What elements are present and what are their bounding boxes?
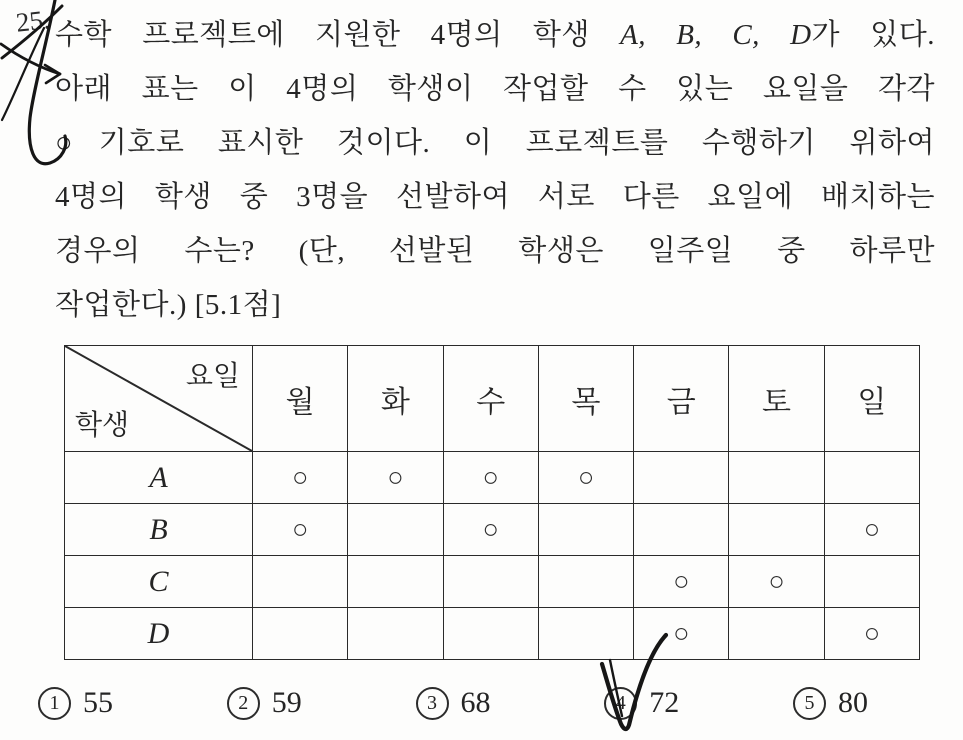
day-header-thu: 목: [538, 346, 633, 452]
mark-cell: [253, 556, 348, 608]
mark-cell: [348, 504, 443, 556]
table-row-student-c: [65, 556, 920, 608]
mark-cell: ○: [443, 504, 538, 556]
choice-2-circled-number: 2: [227, 687, 260, 720]
choice-5: [793, 686, 868, 720]
mark-cell: ○: [824, 608, 919, 660]
mark-cell: [348, 608, 443, 660]
availability-table: [64, 345, 920, 660]
student-names-variables: A, B, C, D: [620, 19, 812, 51]
question-line-2: 아래 표는 이 4명의 학생이 작업할 수 있는 요일을 각각: [55, 73, 935, 105]
question-line-6: 작업한다.) [5.1점]: [55, 289, 282, 321]
mark-cell: [253, 608, 348, 660]
mark-cell: [348, 556, 443, 608]
choice-5-circled-number: 5: [793, 687, 826, 720]
table-corner-cell: [65, 346, 253, 452]
mark-cell: [729, 504, 824, 556]
table-row-student-b: [65, 504, 920, 556]
choice-1: [38, 686, 113, 720]
student-label: D: [65, 608, 253, 660]
choice-5-value: 80: [838, 686, 868, 719]
mark-cell: [538, 504, 633, 556]
table-header-row: [65, 346, 920, 452]
mark-cell: ○: [634, 608, 729, 660]
day-header-fri: 금: [634, 346, 729, 452]
day-header-sun: 일: [824, 346, 919, 452]
choice-4-value: 72: [649, 686, 680, 719]
mark-cell: [634, 452, 729, 504]
day-header-mon: 월: [253, 346, 348, 452]
question-text-block: [55, 8, 935, 332]
mark-cell: ○: [348, 452, 443, 504]
table-row-student-a: [65, 452, 920, 504]
choice-1-circled-number: 1: [38, 687, 71, 720]
mark-cell: ○: [253, 452, 348, 504]
mark-cell: [729, 452, 824, 504]
line1-prefix: 수학 프로젝트에 지원한 4명의 학생: [55, 19, 590, 51]
mark-cell: [824, 452, 919, 504]
question-line-3: ○기호로 표시한 것이다. 이 프로젝트를 수행하기 위하여: [55, 127, 935, 159]
day-header-sat: 토: [729, 346, 824, 452]
student-label: C: [65, 556, 253, 608]
choice-2: [227, 686, 302, 720]
choice-4-circled-number: 4: [604, 687, 637, 720]
corner-label-day: 요일: [185, 361, 240, 392]
student-label: B: [65, 504, 253, 556]
student-label: A: [65, 452, 253, 504]
day-header-wed: 수: [443, 346, 538, 452]
mark-cell: ○: [443, 452, 538, 504]
line1-suffix: 가 있다.: [811, 19, 936, 51]
choice-3: [416, 686, 491, 720]
choice-2-value: 59: [271, 686, 302, 719]
mark-cell: [634, 504, 729, 556]
mark-cell: [443, 608, 538, 660]
mark-cell: ○: [253, 504, 348, 556]
mark-cell: [729, 608, 824, 660]
mark-cell: ○: [824, 504, 919, 556]
mark-cell: ○: [729, 556, 824, 608]
mark-cell: ○: [538, 452, 633, 504]
day-header-tue: 화: [348, 346, 443, 452]
question-line-1: [55, 8, 935, 62]
mark-cell: ○: [634, 556, 729, 608]
table-row-student-d: [65, 608, 920, 660]
mark-cell: [538, 556, 633, 608]
choice-1-value: 55: [83, 686, 113, 719]
handwritten-checkmark: [596, 632, 678, 738]
mark-cell: [443, 556, 538, 608]
choice-3-circled-number: 3: [416, 687, 449, 720]
question-line-4: 4명의 학생 중 3명을 선발하여 서로 다른 요일에 배치하는: [55, 181, 935, 213]
mark-cell: [824, 556, 919, 608]
pen-scribble-mark: [0, 0, 120, 230]
problem-number: 25.: [14, 4, 52, 38]
corner-label-student: 학생: [75, 410, 130, 441]
choice-3-value: 68: [460, 686, 491, 719]
answer-choices-row: [38, 686, 868, 720]
question-line-5: 경우의 수는? (단, 선발된 학생은 일주일 중 하루만: [55, 235, 935, 267]
